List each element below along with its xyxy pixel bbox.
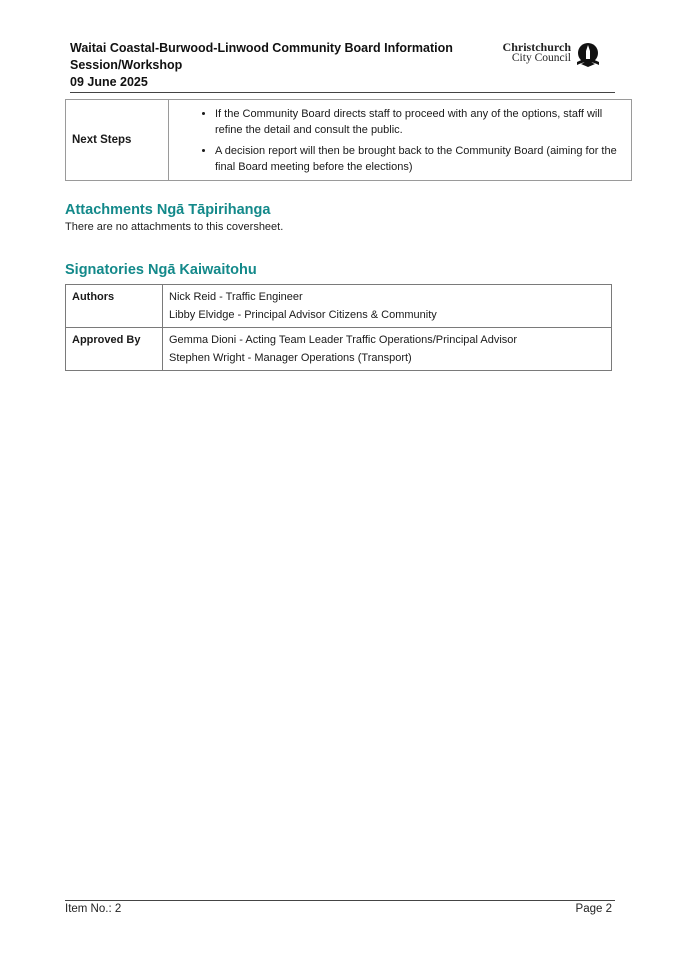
authors-names bbox=[163, 285, 612, 328]
attachments-text: There are no attachments to this coversheet. bbox=[65, 221, 284, 233]
page-footer bbox=[65, 900, 615, 915]
footer-item-number: Item No.: 2 bbox=[65, 903, 122, 915]
approver-2: Stephen Wright - Manager Operations (Transport) bbox=[169, 352, 412, 364]
author-2: Libby Elvidge - Principal Advisor Citizens & Community bbox=[169, 309, 437, 321]
header-title-line2: Session/Workshop bbox=[70, 58, 183, 72]
council-logo bbox=[491, 42, 601, 68]
logo-text bbox=[503, 42, 571, 64]
approved-by-label: Approved By bbox=[66, 328, 163, 371]
attachments-heading: Attachments Ngā Tāpirihanga bbox=[65, 202, 271, 218]
table-row bbox=[66, 328, 612, 371]
footer-page-number: Page 2 bbox=[575, 903, 612, 915]
approvers-names bbox=[163, 328, 612, 371]
approver-1: Gemma Dioni - Acting Team Leader Traffic Operations/Principal Advisor bbox=[169, 334, 518, 346]
next-steps-list bbox=[177, 107, 623, 175]
logo-line1: Christchurch bbox=[502, 40, 571, 54]
next-steps-content bbox=[169, 100, 632, 181]
cathedral-icon bbox=[575, 42, 601, 68]
header-title bbox=[70, 40, 480, 91]
next-steps-label: Next Steps bbox=[66, 100, 169, 181]
signatories-heading: Signatories Ngā Kaiwaitohu bbox=[65, 262, 257, 278]
authors-label: Authors bbox=[66, 285, 163, 328]
author-1: Nick Reid - Traffic Engineer bbox=[169, 291, 303, 303]
next-steps-bullet-2: • A decision report will then be brought back to the Community Board (aiming for the final Board meeting before the elections) bbox=[215, 144, 623, 175]
next-steps-table bbox=[65, 99, 632, 181]
signatories-table bbox=[65, 284, 612, 371]
header-title-line1: Waitai Coastal-Burwood-Linwood Community Board Information bbox=[70, 41, 453, 55]
table-row bbox=[66, 285, 612, 328]
logo-line2: City Council bbox=[511, 52, 571, 64]
page-header bbox=[70, 40, 615, 93]
next-steps-bullet-1: • If the Community Board directs staff to proceed with any of the options, staff will refine the detail and consult the public. bbox=[215, 107, 623, 138]
header-date: 09 June 2025 bbox=[70, 75, 148, 89]
